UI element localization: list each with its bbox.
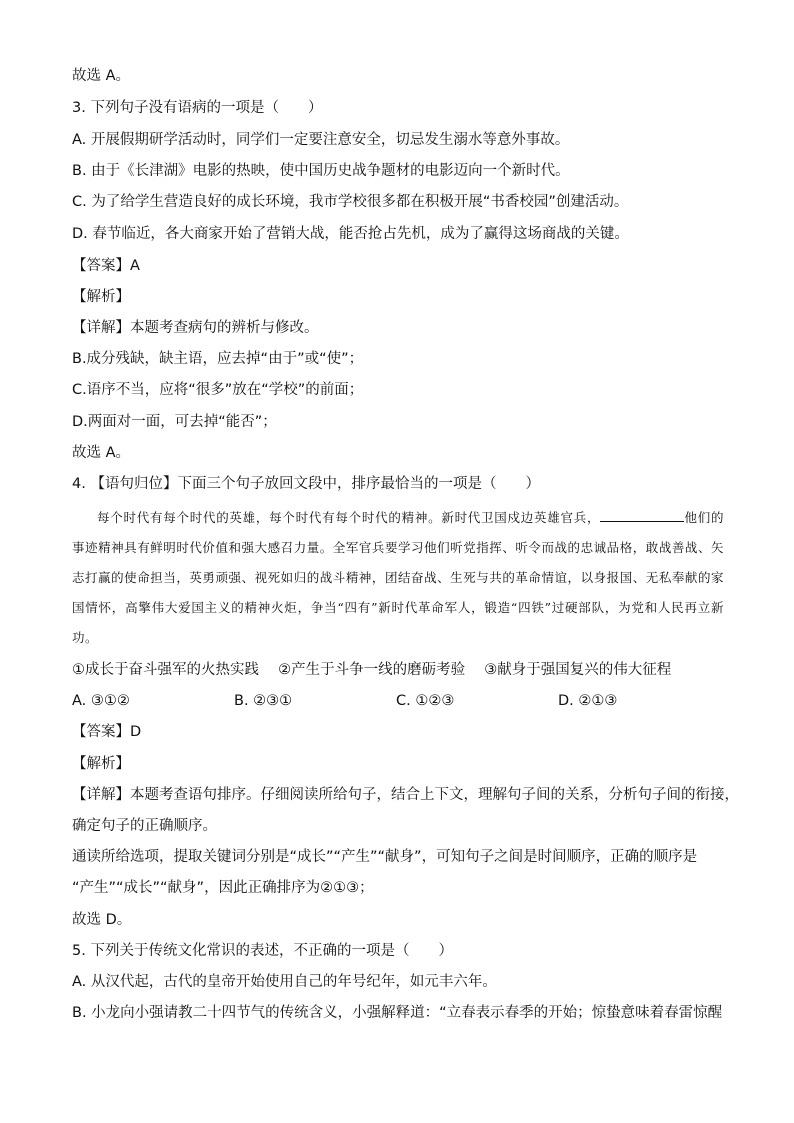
- question-3-option-b: B. 由于《长津湖》电影的热映，使中国历史战争题材的电影迈向一个新时代。: [72, 163, 570, 179]
- question-5-option-b: B. 小龙向小强请教二十四节气的传统含义，小强解释道：“立春表示春季的开始；惊蛰意味着春雷惊醒: [72, 1005, 723, 1021]
- detail-line: 确定句子的正确顺序。: [72, 818, 217, 834]
- detail-line: C.语序不当，应将“很多”放在“学校”的前面；: [72, 382, 364, 398]
- question-3-option-a: A. 开展假期研学活动时，同学们一定要注意安全，切忌发生溺水等意外事故。: [72, 132, 570, 148]
- question-5-stem: 5. 下列关于传统文化常识的表述，不正确的一项是（ ）: [72, 943, 453, 959]
- question-4-option-d: D. ②①③: [558, 693, 618, 709]
- question-3-stem: 3. 下列句子没有语病的一项是（ ）: [72, 100, 323, 116]
- question-3-option-c: C. 为了给学生营造良好的成长环境，我市学校很多都在积极开展“书香校园”创建活动。: [72, 194, 629, 210]
- question-4-option-c: C. ①②③: [396, 693, 455, 709]
- answer-label: 【答案】A: [72, 258, 140, 274]
- question-4-option-a: A. ③①②: [72, 693, 130, 709]
- question-4-stem: 4. 【语句归位】下面三个句子放回文段中，排序最恰当的一项是（ ）: [72, 476, 540, 492]
- detail-line: “产生”“成长”“献身”，因此正确排序为②①③；: [72, 880, 374, 896]
- answer-label: 【答案】D: [72, 724, 142, 740]
- question-4-option-b: B. ②③①: [234, 693, 293, 709]
- analysis-label: 【解析】: [72, 756, 130, 772]
- passage-text-before-blank: 每个时代有每个时代的英雄，每个时代有每个时代的精神。新时代卫国戍边英雄官兵，: [97, 510, 601, 525]
- question-3-option-d: D. 春节临近，各大商家开始了营销大战，能否抢占先机，成为了赢得这场商战的关键。: [72, 226, 629, 242]
- passage-text-after-blank: 他们的事迹精神具有鲜明时代价值和强大感召力量。全军官兵要学习他们听党指挥、听令而战的忠诚品格，敢战善战、矢志打赢的使命担当，英勇顽强、视死如归的战斗精神，团结奋战、生死与共的革命情谊，以身报国、无私奉献的家国情怀，高擎伟大爱国主义的精神火炬，争当“四有”新时代革命军人，锻造“四铁”过硬部队，为党和人民再立新功。: [72, 510, 724, 645]
- text-line: 故选 A。: [72, 445, 131, 461]
- fill-blank: [600, 509, 684, 522]
- detail-line: D.两面对一面，可去掉“能否”；: [72, 414, 277, 430]
- text-line: 故选 D。: [72, 912, 132, 928]
- analysis-label: 【解析】: [72, 289, 130, 305]
- question-5-option-a: A. 从汉代起，古代的皇帝开始使用自己的年号纪年，如元丰六年。: [72, 974, 497, 990]
- detail-line: 通读所给选项，提取关键词分别是“成长”“产生”“献身”，可知句子之间是时间顺序，正确的顺序是: [72, 849, 698, 865]
- reading-passage: [72, 503, 724, 653]
- detail-line: 【详解】本题考查语句排序。仔细阅读所给句子，结合上下文，理解句子间的关系，分析句子间的衔接，: [72, 787, 739, 803]
- detail-line: B.成分残缺，缺主语，应去掉“由于”或“使”；: [72, 351, 364, 367]
- detail-line: 【详解】本题考查病句的辨析与修改。: [72, 320, 319, 336]
- candidate-sentences: ①成长于奋斗强军的火热实践 ②产生于斗争一线的磨砺考验 ③献身于强国复兴的伟大征程: [72, 662, 672, 678]
- text-line: 故选 A。: [72, 68, 131, 84]
